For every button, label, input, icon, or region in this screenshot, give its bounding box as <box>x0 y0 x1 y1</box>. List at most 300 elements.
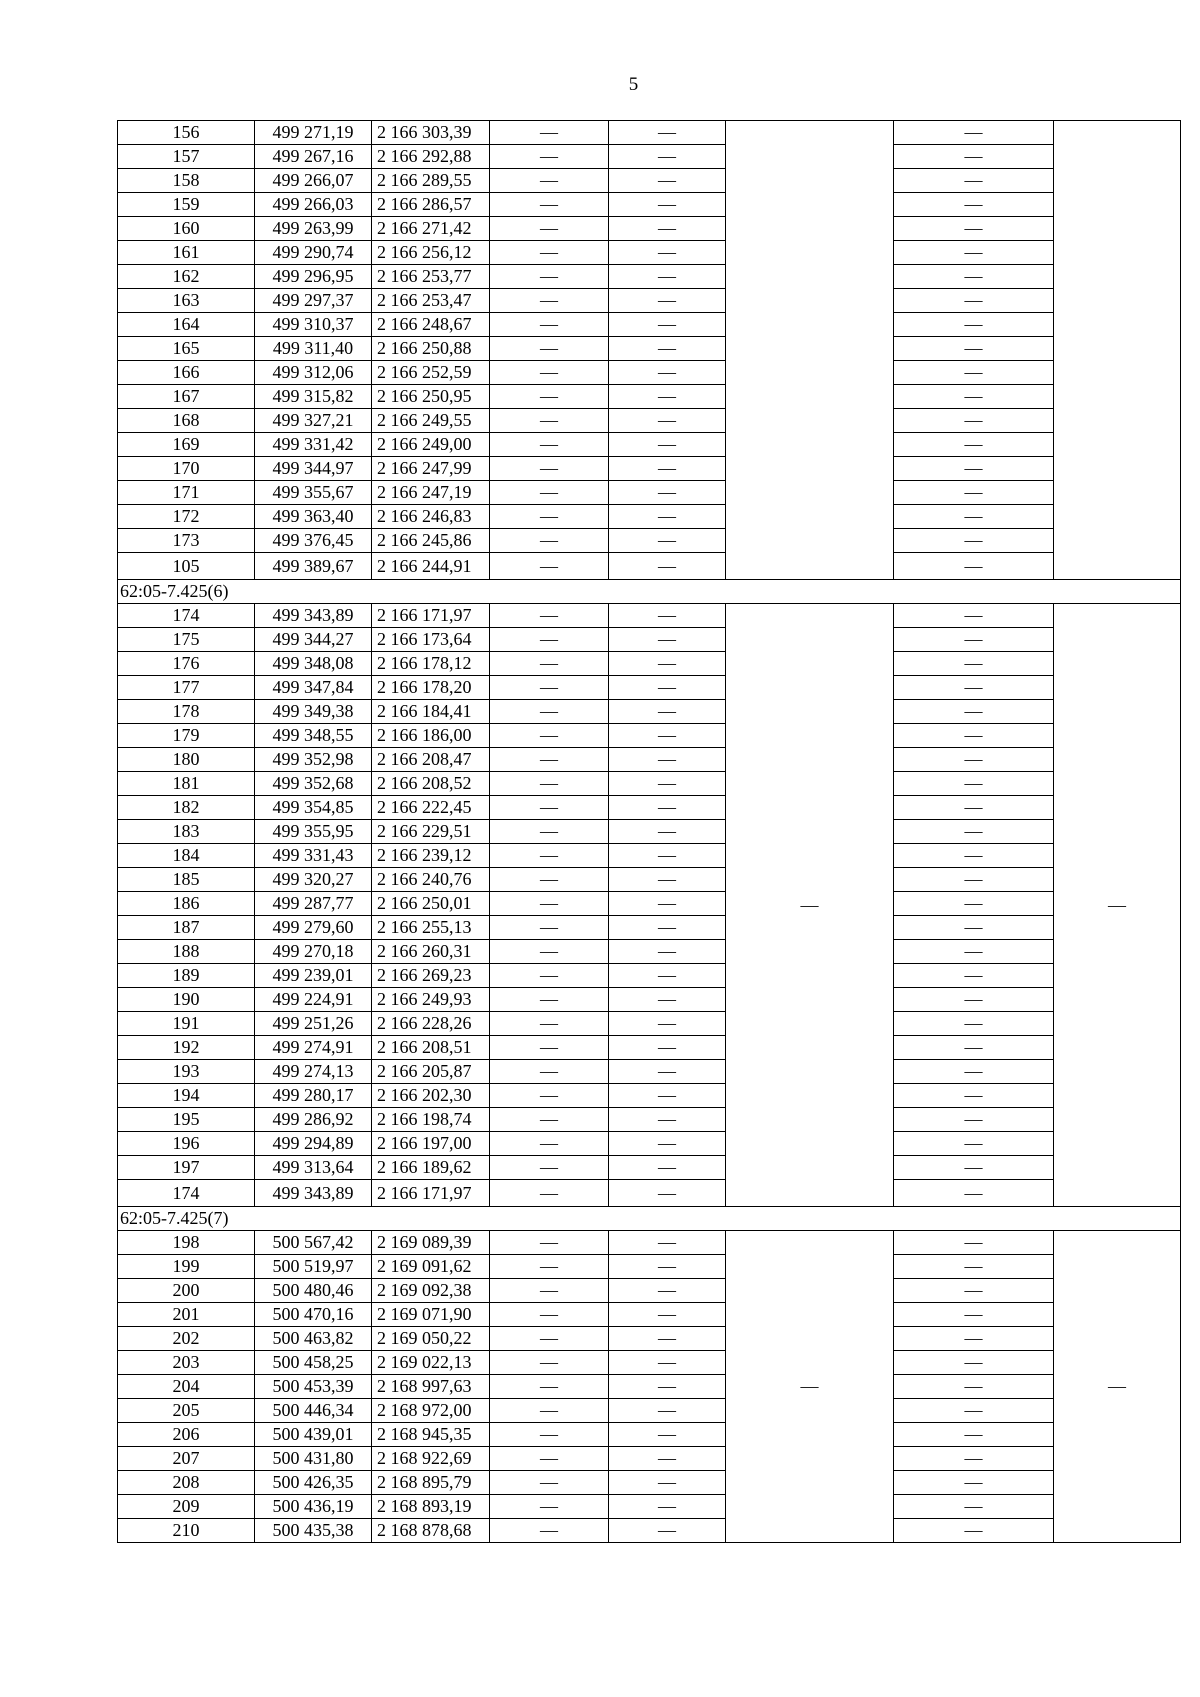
dash-cell: — <box>894 289 1054 313</box>
dash-cell: — <box>609 700 726 724</box>
x-coordinate: 499 267,16 <box>255 145 372 169</box>
point-number: 172 <box>118 505 255 529</box>
point-number: 177 <box>118 676 255 700</box>
dash-cell: — <box>490 1255 609 1279</box>
dash-cell: — <box>894 772 1054 796</box>
dash-cell: — <box>490 457 609 481</box>
dash-cell: — <box>490 1519 609 1543</box>
dash-cell: — <box>894 1471 1054 1495</box>
dash-cell: — <box>490 1036 609 1060</box>
dash-cell: — <box>894 1108 1054 1132</box>
dash-cell: — <box>490 700 609 724</box>
x-coordinate: 500 436,19 <box>255 1495 372 1519</box>
point-number: 174 <box>118 604 255 628</box>
dash-cell: — <box>490 1351 609 1375</box>
point-number: 193 <box>118 1060 255 1084</box>
dash-cell: — <box>490 820 609 844</box>
dash-cell: — <box>609 385 726 409</box>
y-coordinate: 2 168 972,00 <box>372 1399 490 1423</box>
dash-cell: — <box>490 628 609 652</box>
dash-cell: — <box>490 868 609 892</box>
table-row <box>118 529 1181 553</box>
point-number: 210 <box>118 1519 255 1543</box>
dash-cell: — <box>609 1375 726 1399</box>
y-coordinate: 2 166 260,31 <box>372 940 490 964</box>
y-coordinate: 2 169 071,90 <box>372 1303 490 1327</box>
y-coordinate: 2 169 022,13 <box>372 1351 490 1375</box>
dash-cell: — <box>894 868 1054 892</box>
y-coordinate: 2 169 092,38 <box>372 1279 490 1303</box>
dash-cell: — <box>609 457 726 481</box>
point-number: 179 <box>118 724 255 748</box>
dash-cell: — <box>490 1132 609 1156</box>
dash-cell: — <box>609 940 726 964</box>
dash-cell: — <box>609 1036 726 1060</box>
dash-cell: — <box>894 1231 1054 1255</box>
y-coordinate: 2 166 247,19 <box>372 481 490 505</box>
dash-cell: — <box>490 121 609 145</box>
y-coordinate: 2 166 247,99 <box>372 457 490 481</box>
table-row <box>118 748 1181 772</box>
x-coordinate: 500 480,46 <box>255 1279 372 1303</box>
x-coordinate: 499 344,27 <box>255 628 372 652</box>
dash-cell: — <box>490 1060 609 1084</box>
x-coordinate: 499 331,42 <box>255 433 372 457</box>
y-coordinate: 2 166 289,55 <box>372 169 490 193</box>
dash-cell: — <box>490 1084 609 1108</box>
y-coordinate: 2 166 286,57 <box>372 193 490 217</box>
table-row <box>118 1519 1181 1543</box>
dash-cell: — <box>490 1180 609 1207</box>
point-number: 161 <box>118 241 255 265</box>
table-row <box>118 145 1181 169</box>
y-coordinate: 2 166 250,88 <box>372 337 490 361</box>
point-number: 163 <box>118 289 255 313</box>
dash-cell: — <box>490 1108 609 1132</box>
dash-cell: — <box>609 748 726 772</box>
point-number: 190 <box>118 988 255 1012</box>
x-coordinate: 499 271,19 <box>255 121 372 145</box>
point-number: 175 <box>118 628 255 652</box>
point-number: 173 <box>118 529 255 553</box>
dash-cell: — <box>894 1495 1054 1519</box>
dash-cell: — <box>894 748 1054 772</box>
y-coordinate: 2 166 240,76 <box>372 868 490 892</box>
table-row <box>118 1399 1181 1423</box>
x-coordinate: 500 567,42 <box>255 1231 372 1255</box>
x-coordinate: 499 266,07 <box>255 169 372 193</box>
point-number: 170 <box>118 457 255 481</box>
point-number: 202 <box>118 1327 255 1351</box>
point-number: 183 <box>118 820 255 844</box>
y-coordinate: 2 166 197,00 <box>372 1132 490 1156</box>
x-coordinate: 499 352,68 <box>255 772 372 796</box>
dash-cell: — <box>609 145 726 169</box>
x-coordinate: 499 354,85 <box>255 796 372 820</box>
point-number: 157 <box>118 145 255 169</box>
dash-cell: — <box>609 652 726 676</box>
dash-cell: — <box>609 820 726 844</box>
y-coordinate: 2 166 248,67 <box>372 313 490 337</box>
dash-cell: — <box>490 1399 609 1423</box>
y-coordinate: 2 166 303,39 <box>372 121 490 145</box>
x-coordinate: 499 343,89 <box>255 604 372 628</box>
y-coordinate: 2 166 244,91 <box>372 553 490 580</box>
x-coordinate: 499 389,67 <box>255 553 372 580</box>
dash-cell: — <box>894 217 1054 241</box>
dash-cell: — <box>490 1495 609 1519</box>
dash-cell: — <box>894 1447 1054 1471</box>
y-coordinate: 2 166 208,47 <box>372 748 490 772</box>
x-coordinate: 499 279,60 <box>255 916 372 940</box>
dash-cell: — <box>490 796 609 820</box>
dash-cell: — <box>609 481 726 505</box>
dash-cell: — <box>609 337 726 361</box>
dash-cell: — <box>609 772 726 796</box>
merged-cell: — <box>726 604 894 1207</box>
dash-cell: — <box>490 337 609 361</box>
dash-cell: — <box>894 1399 1054 1423</box>
dash-cell: — <box>490 433 609 457</box>
table-row <box>118 796 1181 820</box>
table-row <box>118 481 1181 505</box>
dash-cell: — <box>894 628 1054 652</box>
y-coordinate: 2 168 895,79 <box>372 1471 490 1495</box>
dash-cell: — <box>490 892 609 916</box>
table-row <box>118 1279 1181 1303</box>
x-coordinate: 500 431,80 <box>255 1447 372 1471</box>
point-number: 159 <box>118 193 255 217</box>
dash-cell: — <box>490 1231 609 1255</box>
dash-cell: — <box>894 652 1054 676</box>
dash-cell: — <box>609 433 726 457</box>
merged-cell: — <box>1054 604 1181 1207</box>
x-coordinate: 499 310,37 <box>255 313 372 337</box>
x-coordinate: 499 312,06 <box>255 361 372 385</box>
dash-cell: — <box>490 529 609 553</box>
y-coordinate: 2 168 893,19 <box>372 1495 490 1519</box>
dash-cell: — <box>490 169 609 193</box>
dash-cell: — <box>894 169 1054 193</box>
dash-cell: — <box>609 1132 726 1156</box>
x-coordinate: 499 239,01 <box>255 964 372 988</box>
dash-cell: — <box>490 1423 609 1447</box>
point-number: 185 <box>118 868 255 892</box>
dash-cell: — <box>609 121 726 145</box>
x-coordinate: 499 297,37 <box>255 289 372 313</box>
x-coordinate: 499 266,03 <box>255 193 372 217</box>
x-coordinate: 500 446,34 <box>255 1399 372 1423</box>
x-coordinate: 499 348,55 <box>255 724 372 748</box>
point-number: 197 <box>118 1156 255 1180</box>
y-coordinate: 2 166 198,74 <box>372 1108 490 1132</box>
dash-cell: — <box>609 505 726 529</box>
dash-cell: — <box>609 1108 726 1132</box>
dash-cell: — <box>894 604 1054 628</box>
table-row <box>118 604 1181 628</box>
dash-cell: — <box>609 1180 726 1207</box>
dash-cell: — <box>609 1471 726 1495</box>
x-coordinate: 499 224,91 <box>255 988 372 1012</box>
table-row <box>118 289 1181 313</box>
table-row <box>118 1108 1181 1132</box>
point-number: 209 <box>118 1495 255 1519</box>
point-number: 178 <box>118 700 255 724</box>
y-coordinate: 2 169 089,39 <box>372 1231 490 1255</box>
table-row <box>118 1375 1181 1399</box>
point-number: 196 <box>118 1132 255 1156</box>
x-coordinate: 500 435,38 <box>255 1519 372 1543</box>
dash-cell: — <box>609 361 726 385</box>
dash-cell: — <box>609 553 726 580</box>
dash-cell: — <box>609 868 726 892</box>
y-coordinate: 2 166 178,12 <box>372 652 490 676</box>
dash-cell: — <box>609 1327 726 1351</box>
x-coordinate: 500 453,39 <box>255 1375 372 1399</box>
point-number: 105 <box>118 553 255 580</box>
dash-cell: — <box>894 1060 1054 1084</box>
table-row <box>118 1060 1181 1084</box>
table-row <box>118 361 1181 385</box>
dash-cell: — <box>894 1156 1054 1180</box>
x-coordinate: 500 463,82 <box>255 1327 372 1351</box>
y-coordinate: 2 169 050,22 <box>372 1327 490 1351</box>
y-coordinate: 2 166 246,83 <box>372 505 490 529</box>
dash-cell: — <box>609 241 726 265</box>
dash-cell: — <box>609 1303 726 1327</box>
dash-cell: — <box>490 964 609 988</box>
x-coordinate: 499 286,92 <box>255 1108 372 1132</box>
point-number: 207 <box>118 1447 255 1471</box>
x-coordinate: 499 274,91 <box>255 1036 372 1060</box>
dash-cell: — <box>894 1351 1054 1375</box>
dash-cell: — <box>894 337 1054 361</box>
dash-cell: — <box>609 964 726 988</box>
point-number: 181 <box>118 772 255 796</box>
dash-cell: — <box>490 1303 609 1327</box>
point-number: 171 <box>118 481 255 505</box>
dash-cell: — <box>894 505 1054 529</box>
dash-cell: — <box>490 988 609 1012</box>
x-coordinate: 499 280,17 <box>255 1084 372 1108</box>
dash-cell: — <box>894 265 1054 289</box>
dash-cell: — <box>894 241 1054 265</box>
table-row <box>118 385 1181 409</box>
dash-cell: — <box>490 553 609 580</box>
y-coordinate: 2 166 171,97 <box>372 1180 490 1207</box>
point-number: 160 <box>118 217 255 241</box>
point-number: 206 <box>118 1423 255 1447</box>
dash-cell: — <box>490 193 609 217</box>
dash-cell: — <box>609 628 726 652</box>
point-number: 162 <box>118 265 255 289</box>
y-coordinate: 2 166 173,64 <box>372 628 490 652</box>
dash-cell: — <box>894 844 1054 868</box>
point-number: 158 <box>118 169 255 193</box>
y-coordinate: 2 166 249,93 <box>372 988 490 1012</box>
x-coordinate: 499 251,26 <box>255 1012 372 1036</box>
table-row <box>118 217 1181 241</box>
y-coordinate: 2 166 253,77 <box>372 265 490 289</box>
point-number: 169 <box>118 433 255 457</box>
page-bottom-margin <box>0 1600 1200 1697</box>
dash-cell: — <box>894 724 1054 748</box>
table-row <box>118 1084 1181 1108</box>
dash-cell: — <box>490 748 609 772</box>
dash-cell: — <box>609 193 726 217</box>
table-row <box>118 628 1181 652</box>
dash-cell: — <box>609 1255 726 1279</box>
dash-cell: — <box>894 481 1054 505</box>
table-row <box>118 1447 1181 1471</box>
y-coordinate: 2 166 250,95 <box>372 385 490 409</box>
x-coordinate: 499 327,21 <box>255 409 372 433</box>
dash-cell: — <box>894 121 1054 145</box>
dash-cell: — <box>894 433 1054 457</box>
section-header-row <box>118 1207 1181 1231</box>
dash-cell: — <box>894 193 1054 217</box>
x-coordinate: 499 343,89 <box>255 1180 372 1207</box>
x-coordinate: 499 313,64 <box>255 1156 372 1180</box>
point-number: 194 <box>118 1084 255 1108</box>
point-number: 156 <box>118 121 255 145</box>
dash-cell: — <box>894 988 1054 1012</box>
y-coordinate: 2 168 878,68 <box>372 1519 490 1543</box>
y-coordinate: 2 169 091,62 <box>372 1255 490 1279</box>
page-number: 5 <box>628 74 639 95</box>
table-row <box>118 1351 1181 1375</box>
dash-cell: — <box>490 361 609 385</box>
table-row <box>118 193 1181 217</box>
dash-cell: — <box>894 409 1054 433</box>
y-coordinate: 2 166 228,26 <box>372 1012 490 1036</box>
dash-cell: — <box>609 916 726 940</box>
dash-cell: — <box>894 1519 1054 1543</box>
y-coordinate: 2 166 249,55 <box>372 409 490 433</box>
y-coordinate: 2 166 208,52 <box>372 772 490 796</box>
point-number: 200 <box>118 1279 255 1303</box>
dash-cell: — <box>490 1156 609 1180</box>
y-coordinate: 2 168 997,63 <box>372 1375 490 1399</box>
point-number: 187 <box>118 916 255 940</box>
dash-cell: — <box>490 241 609 265</box>
y-coordinate: 2 166 189,62 <box>372 1156 490 1180</box>
x-coordinate: 499 331,43 <box>255 844 372 868</box>
table-row <box>118 652 1181 676</box>
table-row <box>118 1327 1181 1351</box>
table-row <box>118 868 1181 892</box>
dash-cell: — <box>609 724 726 748</box>
dash-cell: — <box>894 1132 1054 1156</box>
x-coordinate: 500 439,01 <box>255 1423 372 1447</box>
table-row <box>118 1180 1181 1207</box>
table-row <box>118 820 1181 844</box>
point-number: 176 <box>118 652 255 676</box>
dash-cell: — <box>490 289 609 313</box>
dash-cell: — <box>894 1012 1054 1036</box>
dash-cell: — <box>490 505 609 529</box>
y-coordinate: 2 166 269,23 <box>372 964 490 988</box>
x-coordinate: 500 458,25 <box>255 1351 372 1375</box>
dash-cell: — <box>490 1447 609 1471</box>
table-row <box>118 1132 1181 1156</box>
merged-cell <box>1054 121 1181 580</box>
dash-cell: — <box>490 604 609 628</box>
x-coordinate: 500 426,35 <box>255 1471 372 1495</box>
table-row <box>118 169 1181 193</box>
dash-cell: — <box>609 1447 726 1471</box>
x-coordinate: 499 349,38 <box>255 700 372 724</box>
dash-cell: — <box>894 1279 1054 1303</box>
coordinates-table <box>117 120 1181 1543</box>
point-number: 195 <box>118 1108 255 1132</box>
y-coordinate: 2 166 255,13 <box>372 916 490 940</box>
dash-cell: — <box>490 265 609 289</box>
y-coordinate: 2 166 292,88 <box>372 145 490 169</box>
dash-cell: — <box>894 457 1054 481</box>
dash-cell: — <box>490 481 609 505</box>
dash-cell: — <box>609 1423 726 1447</box>
table-row <box>118 1303 1181 1327</box>
point-number: 205 <box>118 1399 255 1423</box>
y-coordinate: 2 166 252,59 <box>372 361 490 385</box>
dash-cell: — <box>609 1060 726 1084</box>
dash-cell: — <box>609 1519 726 1543</box>
x-coordinate: 499 352,98 <box>255 748 372 772</box>
table-row <box>118 916 1181 940</box>
dash-cell: — <box>609 1399 726 1423</box>
table-row <box>118 1495 1181 1519</box>
x-coordinate: 500 519,97 <box>255 1255 372 1279</box>
table-row <box>118 121 1181 145</box>
x-coordinate: 499 348,08 <box>255 652 372 676</box>
x-coordinate: 499 290,74 <box>255 241 372 265</box>
dash-cell: — <box>894 1180 1054 1207</box>
section-title: 62:05-7.425(6) <box>118 580 1181 604</box>
table-row <box>118 1231 1181 1255</box>
section-header-row <box>118 580 1181 604</box>
x-coordinate: 499 320,27 <box>255 868 372 892</box>
x-coordinate: 499 355,67 <box>255 481 372 505</box>
x-coordinate: 499 296,95 <box>255 265 372 289</box>
dash-cell: — <box>609 1012 726 1036</box>
merged-cell: — <box>1054 1231 1181 1543</box>
point-number: 165 <box>118 337 255 361</box>
dash-cell: — <box>609 1084 726 1108</box>
dash-cell: — <box>490 940 609 964</box>
merged-cell: — <box>726 1231 894 1543</box>
dash-cell: — <box>894 1303 1054 1327</box>
x-coordinate: 499 315,82 <box>255 385 372 409</box>
dash-cell: — <box>490 409 609 433</box>
table-row <box>118 265 1181 289</box>
dash-cell: — <box>490 145 609 169</box>
y-coordinate: 2 166 245,86 <box>372 529 490 553</box>
table-row <box>118 892 1181 916</box>
point-number: 180 <box>118 748 255 772</box>
table-row <box>118 724 1181 748</box>
point-number: 208 <box>118 1471 255 1495</box>
dash-cell: — <box>609 676 726 700</box>
table-row <box>118 1255 1181 1279</box>
x-coordinate: 499 311,40 <box>255 337 372 361</box>
dash-cell: — <box>609 217 726 241</box>
dash-cell: — <box>609 1351 726 1375</box>
table-row <box>118 1012 1181 1036</box>
x-coordinate: 499 355,95 <box>255 820 372 844</box>
point-number: 188 <box>118 940 255 964</box>
dash-cell: — <box>490 1012 609 1036</box>
